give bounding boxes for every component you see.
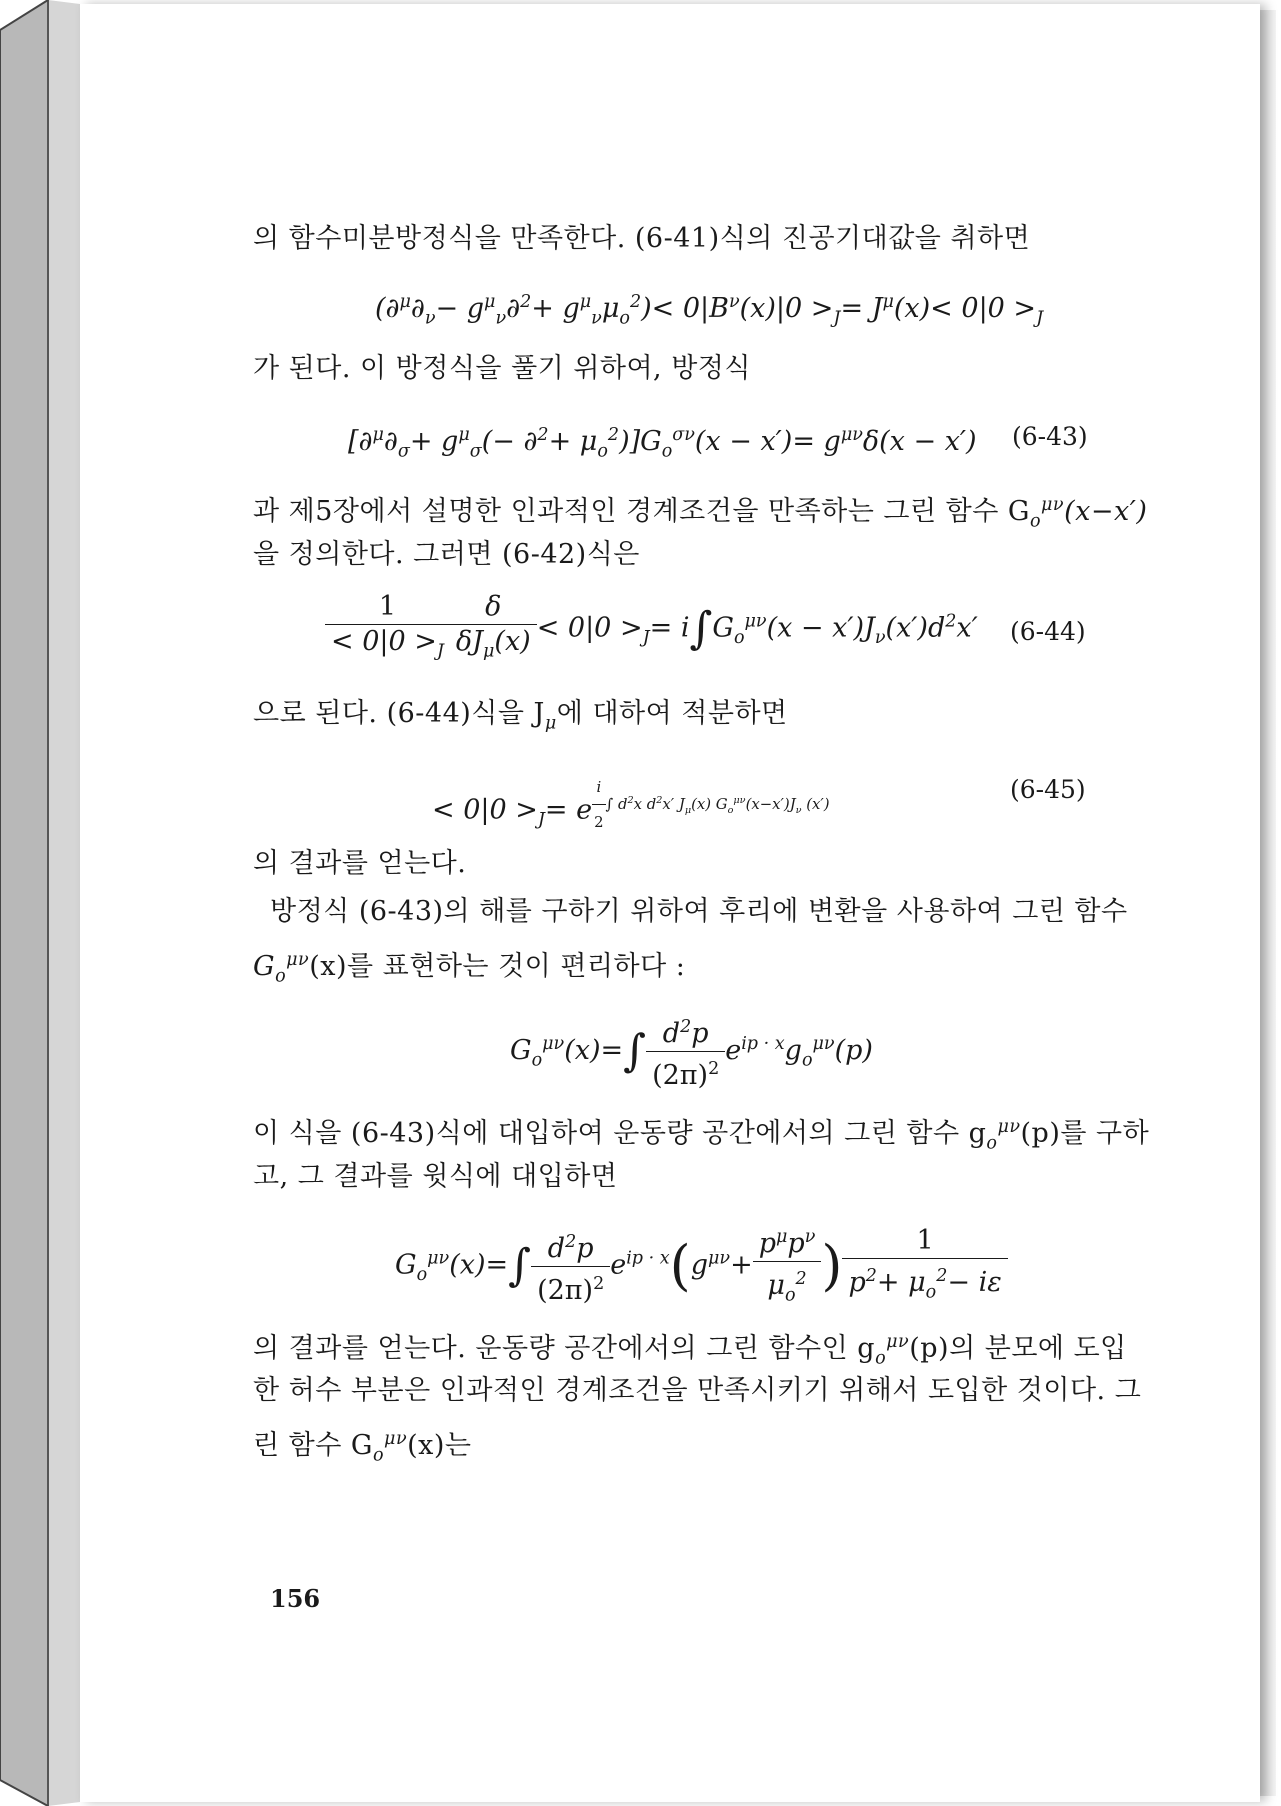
paragraph-3b: 을 정의한다. 그러면 (6-42)식은 <box>253 539 640 570</box>
paragraph-7a: 이 식을 (6-43)식에 대입하여 운동량 공간에서의 그린 함수 $g_o^{\mu\nu}(p)$를 구하 <box>253 1117 1150 1154</box>
equation-6-42: $(\partial^\mu\partial_\nu- g^\mu_\nu\partial^2+ g^\mu_\nu\mu_o^2)< 0|B^\nu(x)|0 >_J= J^\mu(x)< 0|0 >_J$ <box>375 292 1044 329</box>
paragraph-2: 가 된다. 이 방정식을 풀기 위하여, 방정식 <box>253 353 751 384</box>
paragraph-8b: 한 허수 부분은 인과적인 경계조건을 만족시키기 위해서 도입한 것이다. 그 <box>253 1375 1142 1406</box>
paragraph-8a: 의 결과를 얻는다. 운동량 공간에서의 그린 함수인 $g_o^{\mu\nu}(p)$의 분모에 도입 <box>253 1332 1127 1369</box>
equation-6-44: $\frac{1}{< 0|0 >_J}$ $\frac{\delta}{\delta J_\mu(x)}$ < $0|0 >_J= i\int G_o^{\mu\nu}(x - x')J_\nu(x')d^2x'$ <box>325 590 978 668</box>
paragraph-8c: 린 함수 $G_o^{\mu\nu}(x)$는 <box>253 1429 472 1466</box>
book-spine <box>0 0 80 1806</box>
paragraph-1: 의 함수미분방정식을 만족한다. (6-41)식의 진공기대값을 취하면 <box>253 223 1031 254</box>
equation-6-43: $[\partial^\mu\partial_\sigma+ g^\mu_\sigma(- \partial^2+ \mu_o^2)]G_o^{\sigma\nu}(x - x')= g^{\mu\nu}\delta(x - x')$ <box>348 425 977 462</box>
paragraph-6a: 방정식 (6-43)의 해를 구하기 위하여 후리에 변환을 사용하여 그린 함수 <box>270 896 1128 927</box>
paragraph-5: 의 결과를 얻는다. <box>253 848 467 879</box>
equation-label-6-44: (6-44) <box>1010 617 1086 646</box>
paragraph-4: 으로 된다. (6-44)식을 $J_\mu$에 대하여 적분하면 <box>253 698 788 734</box>
page-number: 156 <box>270 1584 321 1613</box>
paragraph-6b: $G_o^{\mu\nu}(x)$를 표현하는 것이 편리하다 : <box>253 950 686 987</box>
paragraph-3a: 과 제5장에서 설명한 인과적인 경계조건을 만족하는 그린 함수 $G_o^{\mu\nu}(x-x')$ <box>253 495 1148 532</box>
page-edge-shadow <box>1258 10 1276 1796</box>
equation-green-function-momentum: $G_o^{\mu\nu}(x)=\int$ $\frac{d^2p}{(2\pi)^2}$ $e^{ip \cdot x}(g^{\mu\nu}+$ $\frac{p^\mu p^\nu}{\mu_o^2}$ ) $\frac{1}{p^2+ \mu_o^2- i\varepsilon}$ <box>395 1220 1008 1312</box>
equation-6-45: < $0|0 >_J= e$ $^{\frac{i}{2} \int d^2x d^2x' J_\mu(x) G_o^{\mu\nu}(x-x')J_\nu (x')}$ <box>432 770 830 839</box>
equation-fourier-transform: $G_o^{\mu\nu}(x)=\int$ $\frac{d^2p}{(2\pi)^2}$ $e^{ip \cdot x}g_o^{\mu\nu}(p)$ <box>510 1010 873 1093</box>
equation-label-6-43: (6-43) <box>1012 422 1088 451</box>
equation-label-6-45: (6-45) <box>1010 775 1086 804</box>
paragraph-7b: 고, 그 결과를 윗식에 대입하면 <box>253 1161 618 1192</box>
